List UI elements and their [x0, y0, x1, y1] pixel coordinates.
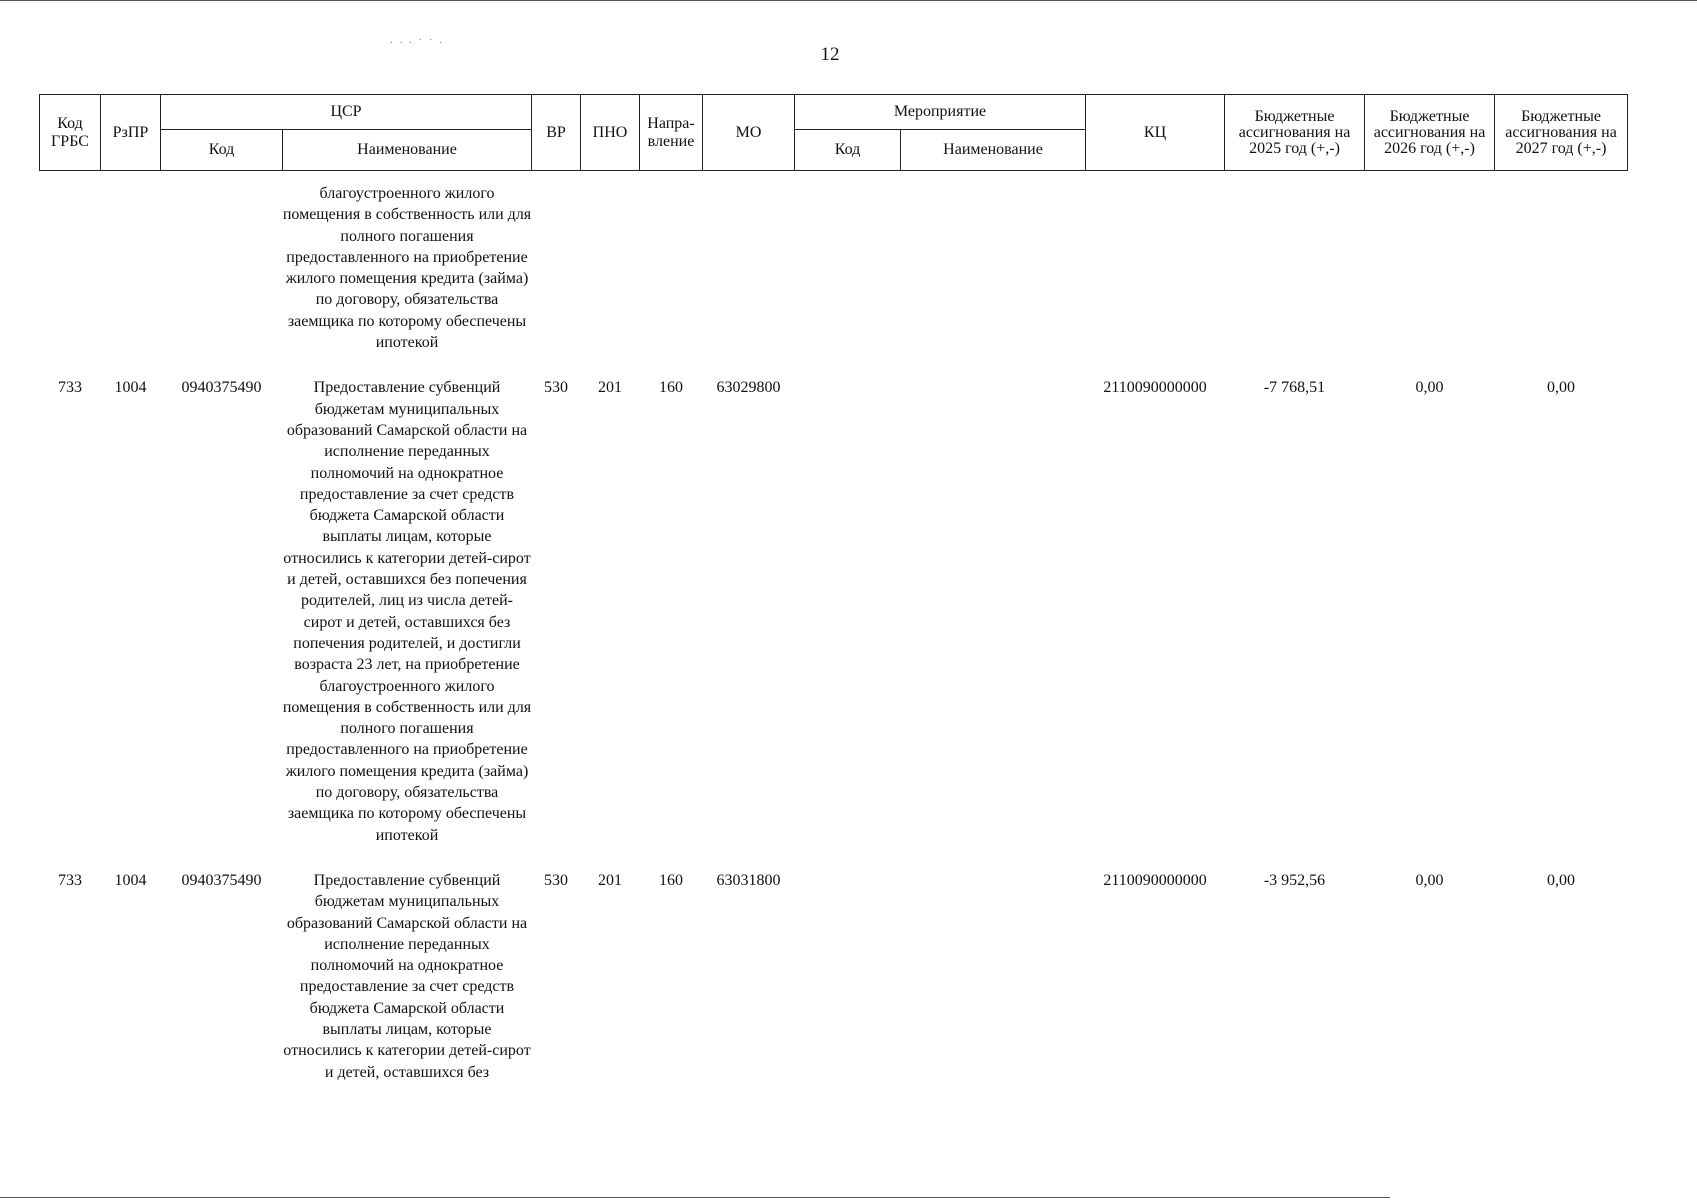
- header-mo: МО: [703, 95, 795, 171]
- table-row: [40, 377, 1628, 846]
- header-event-name: Наименование: [901, 130, 1086, 171]
- table-header: [40, 95, 1628, 171]
- header-budget-2027: Бюджетные ассигнования на 2027 год (+,-): [1495, 95, 1628, 171]
- cell-budget-2027: 0,00: [1547, 871, 1576, 889]
- cell-mo: 63031800: [716, 871, 781, 889]
- cell-kc: 2110090000000: [1103, 379, 1207, 397]
- header-budget-2026: Бюджетные ассигнования на 2026 год (+,-): [1365, 95, 1495, 171]
- cell-csr-code: 0940375490: [181, 871, 262, 889]
- cell-rzpr: 1004: [114, 379, 147, 397]
- table-row-continuation: [40, 183, 1628, 353]
- row-name: благоустроенного жилого помещения в собственность или для полного погашения предоставленного на приобретение жилого помещения кредита (займа) по договору, обязательства заемщика по которому обеспечены ипотекой: [282, 185, 532, 352]
- header-event-code: Код: [795, 130, 901, 171]
- header-csr: ЦСР: [161, 95, 532, 130]
- header-event: Мероприятие: [795, 95, 1086, 130]
- scan-noise: . . . · · .: [390, 34, 445, 46]
- cell-event-name: [901, 377, 1086, 846]
- budget-table: [39, 94, 1628, 1083]
- cell-csr-code: 0940375490: [181, 379, 262, 397]
- cell-kc: 2110090000000: [1103, 871, 1207, 889]
- cell-direction: 160: [659, 871, 683, 889]
- header-rzpr: РзПР: [101, 95, 161, 171]
- cell-budget-2026: 0,00: [1415, 871, 1444, 889]
- cell-name: Предоставление субвенций бюджетам муниципальных образований Самарской области на исполнение переданных полномочий на однократное предоставление за счет средств бюджета Самарской области выплаты лицам, которые относились к категории детей-сирот и детей, оставшихся без попечения родителей, лиц из числа детей-сирот и детей, оставшихся без попечения родителей, и достигли возраста 23 лет, на приобретение благоустроенного жилого помещения в собственность или для полного погашения предоставленного на приобретение жилого помещения кредита (займа) по договору, обязательства заемщика по которому обеспечены ипотекой: [282, 379, 532, 844]
- cell-budget-2025: -3 952,56: [1263, 871, 1326, 889]
- page-number: 12: [820, 44, 840, 65]
- cell-vr: 530: [544, 871, 568, 889]
- header-pno: ПНО: [581, 95, 640, 171]
- cell-rzpr: 1004: [114, 871, 147, 889]
- header-csr-name: Наименование: [283, 130, 532, 171]
- header-vr: ВР: [532, 95, 581, 171]
- cell-event-code: [795, 377, 901, 846]
- cell-direction: 160: [659, 379, 683, 397]
- cell-grbs: 733: [58, 379, 82, 397]
- table-row: [40, 870, 1628, 1083]
- cell-event-code: [795, 870, 901, 1083]
- cell-budget-2027: 0,00: [1547, 379, 1576, 397]
- scan-edge-top: [0, 0, 1697, 1]
- header-direction: Напра-вление: [640, 95, 703, 171]
- cell-pno: 201: [598, 379, 622, 397]
- header-kc: КЦ: [1086, 95, 1225, 171]
- cell-vr: 530: [544, 379, 568, 397]
- cell-grbs: 733: [58, 871, 82, 889]
- scan-edge-bottom: [0, 1197, 1390, 1198]
- cell-mo: 63029800: [716, 379, 781, 397]
- header-budget-2025: Бюджетные ассигнования на 2025 год (+,-): [1225, 95, 1365, 171]
- cell-event-name: [901, 870, 1086, 1083]
- cell-name: Предоставление субвенций бюджетам муниципальных образований Самарской области на исполнение переданных полномочий на однократное предоставление за счет средств бюджета Самарской области выплаты лицам, которые относились к категории детей-сирот и детей, оставшихся без: [283, 871, 531, 1081]
- cell-budget-2026: 0,00: [1415, 379, 1444, 397]
- header-csr-code: Код: [161, 130, 283, 171]
- cell-budget-2025: -7 768,51: [1263, 379, 1326, 397]
- cell-pno: 201: [598, 871, 622, 889]
- header-grbs: Код ГРБС: [40, 95, 101, 171]
